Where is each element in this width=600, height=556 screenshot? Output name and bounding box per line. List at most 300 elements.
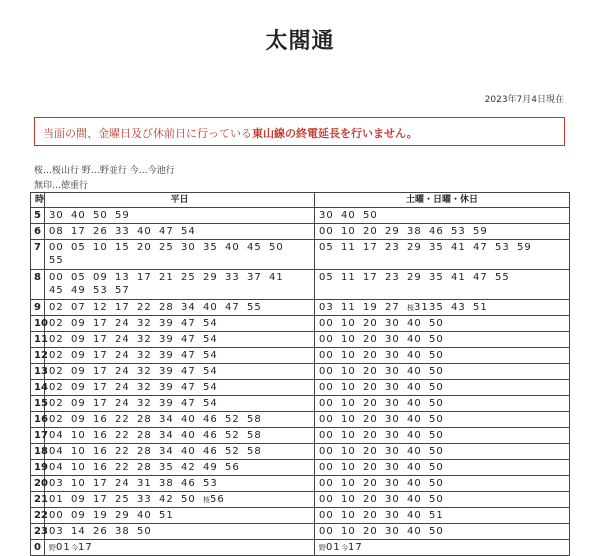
departure-minute: 13 xyxy=(115,272,130,283)
weekday-times xyxy=(45,348,315,364)
departure-minute: 10 xyxy=(341,461,356,473)
departure-minute: 40 xyxy=(407,381,422,393)
departure-minute: 40 xyxy=(407,509,422,521)
departure-minute: 00 xyxy=(319,525,334,537)
departure-minute: 38 xyxy=(407,225,422,237)
hour-cell: 15 xyxy=(31,396,45,412)
timetable-row xyxy=(31,348,570,364)
departure-minute: 54 xyxy=(203,349,218,361)
departure-minute: 46 xyxy=(203,413,218,425)
weekend-times xyxy=(315,412,570,428)
weekend-header: 土曜・日曜・休日 xyxy=(315,193,570,208)
departure-minute: 58 xyxy=(247,445,262,457)
departure-minute: 32 xyxy=(137,381,152,393)
departure-minute: 19 xyxy=(363,301,378,313)
departure-minute: 11 xyxy=(341,301,356,313)
departure-minute: 50 xyxy=(269,242,284,253)
departure-minute: 50 xyxy=(429,317,444,329)
weekday-times xyxy=(45,412,315,428)
departure-minute: 29 xyxy=(407,272,422,283)
hour-cell: 20 xyxy=(31,476,45,492)
departure-minute: 55 xyxy=(49,255,64,266)
departure-minute: 桜56 xyxy=(203,493,225,505)
departure-minute: 34 xyxy=(181,301,196,313)
departure-minute: 10 xyxy=(341,413,356,425)
timetable-row xyxy=(31,332,570,348)
weekend-times xyxy=(315,428,570,444)
weekday-times xyxy=(45,524,315,540)
departure-minute: 26 xyxy=(93,525,108,537)
departure-minute: 30 xyxy=(385,509,400,521)
weekday-times xyxy=(45,476,315,492)
departure-minute: 23 xyxy=(385,242,400,253)
departure-minute: 10 xyxy=(341,365,356,377)
departure-minute: 30 xyxy=(385,413,400,425)
departure-minute: 22 xyxy=(115,445,130,457)
departure-minute: 50 xyxy=(181,493,196,505)
departure-minute: 17 xyxy=(93,493,108,505)
departure-minute: 20 xyxy=(363,225,378,237)
departure-minute: 40 xyxy=(407,413,422,425)
departure-minute: 50 xyxy=(137,525,152,537)
departure-minute: 05 xyxy=(319,272,334,283)
departure-minute: 20 xyxy=(363,333,378,345)
departure-minute: 50 xyxy=(363,209,378,221)
departure-minute: 40 xyxy=(407,317,422,329)
departure-minute: 01 xyxy=(49,493,64,505)
hour-cell: 13 xyxy=(31,364,45,380)
departure-minute: 17 xyxy=(93,333,108,345)
departure-minute: 29 xyxy=(203,272,218,283)
departure-minute: 00 xyxy=(319,413,334,425)
departure-minute: 50 xyxy=(429,413,444,425)
hour-cell: 14 xyxy=(31,380,45,396)
departure-minute: 30 xyxy=(49,209,64,221)
departure-minute: 00 xyxy=(319,429,334,441)
departure-minute: 14 xyxy=(71,525,86,537)
departure-minute: 30 xyxy=(385,429,400,441)
departure-minute: 10 xyxy=(341,509,356,521)
departure-minute: 17 xyxy=(71,225,86,237)
departure-minute: 10 xyxy=(93,242,108,253)
timetable-row xyxy=(31,270,570,300)
hour-cell: 17 xyxy=(31,428,45,444)
departure-minute: 桜31 xyxy=(407,301,429,313)
departure-minute: 52 xyxy=(225,413,240,425)
departure-minute: 22 xyxy=(137,301,152,313)
departure-minute: 40 xyxy=(137,225,152,237)
departure-minute: 59 xyxy=(115,209,130,221)
departure-minute: 30 xyxy=(385,381,400,393)
departure-minute: 40 xyxy=(407,493,422,505)
departure-minute: 00 xyxy=(319,381,334,393)
departure-minute: 50 xyxy=(429,381,444,393)
departure-minute: 09 xyxy=(71,509,86,521)
timetable-row xyxy=(31,240,570,270)
departure-minute: 05 xyxy=(71,242,86,253)
departure-minute: 28 xyxy=(137,445,152,457)
departure-minute: 29 xyxy=(115,509,130,521)
weekday-times xyxy=(45,428,315,444)
weekend-times xyxy=(315,240,570,270)
departure-minute: 54 xyxy=(181,225,196,237)
departure-minute: 50 xyxy=(429,333,444,345)
departure-minute: 39 xyxy=(159,349,174,361)
destination-legend: 桜…桜山行 野…野並行 今…今池行 xyxy=(34,166,175,176)
departure-minute: 40 xyxy=(203,301,218,313)
departure-minute: 58 xyxy=(247,413,262,425)
departure-minute: 50 xyxy=(429,429,444,441)
weekend-times xyxy=(315,364,570,380)
departure-minute: 20 xyxy=(363,509,378,521)
departure-minute: 00 xyxy=(319,397,334,409)
departure-minute: 11 xyxy=(341,272,356,283)
departure-minute: 42 xyxy=(159,493,174,505)
weekday-header: 平日 xyxy=(45,193,315,208)
departure-minute: 40 xyxy=(137,509,152,521)
departure-minute: 40 xyxy=(181,445,196,457)
departure-minute: 17 xyxy=(137,272,152,283)
departure-minute: 40 xyxy=(407,429,422,441)
departure-minute: 00 xyxy=(49,242,64,253)
weekday-times xyxy=(45,460,315,476)
departure-minute: 00 xyxy=(319,317,334,329)
timetable-row xyxy=(31,364,570,380)
departure-minute: 02 xyxy=(49,333,64,345)
departure-minute: 32 xyxy=(137,397,152,409)
departure-minute: 25 xyxy=(115,493,130,505)
departure-minute: 53 xyxy=(495,242,510,253)
departure-minute: 40 xyxy=(407,365,422,377)
weekend-times xyxy=(315,208,570,224)
departure-minute: 30 xyxy=(181,242,196,253)
service-notice xyxy=(34,117,565,146)
departure-minute: 54 xyxy=(203,333,218,345)
timetable-row xyxy=(31,412,570,428)
departure-minute: 50 xyxy=(429,525,444,537)
departure-minute: 09 xyxy=(71,493,86,505)
departure-minute: 02 xyxy=(49,349,64,361)
departure-minute: 02 xyxy=(49,365,64,377)
departure-minute: 47 xyxy=(473,242,488,253)
departure-minute: 50 xyxy=(429,461,444,473)
weekend-times xyxy=(315,540,570,556)
departure-minute: 09 xyxy=(71,365,86,377)
departure-minute: 47 xyxy=(181,381,196,393)
departure-minute: 20 xyxy=(363,525,378,537)
notice-text: 当面の間、金曜日及び休前日に行っている xyxy=(43,127,252,140)
departure-minute: 04 xyxy=(49,445,64,457)
hour-cell: 10 xyxy=(31,316,45,332)
weekend-times xyxy=(315,300,570,316)
timetable-row xyxy=(31,476,570,492)
departure-minute: 30 xyxy=(385,445,400,457)
hour-header: 時 xyxy=(31,193,45,208)
departure-minute: 52 xyxy=(225,445,240,457)
departure-minute: 17 xyxy=(93,317,108,329)
departure-minute: 40 xyxy=(225,242,240,253)
departure-minute: 25 xyxy=(181,272,196,283)
departure-minute: 39 xyxy=(159,381,174,393)
departure-minute: 20 xyxy=(363,317,378,329)
departure-minute: 32 xyxy=(137,365,152,377)
departure-minute: 45 xyxy=(247,242,262,253)
departure-minute: 22 xyxy=(115,461,130,473)
timetable-row xyxy=(31,396,570,412)
weekday-times xyxy=(45,444,315,460)
departure-minute: 51 xyxy=(473,301,488,313)
departure-minute: 00 xyxy=(49,509,64,521)
hour-cell: 5 xyxy=(31,208,45,224)
departure-minute: 53 xyxy=(93,285,108,296)
weekday-times xyxy=(45,492,315,508)
departure-minute: 26 xyxy=(93,225,108,237)
hour-cell: 6 xyxy=(31,224,45,240)
departure-minute: 55 xyxy=(495,272,510,283)
departure-minute: 16 xyxy=(93,461,108,473)
destination-legend-default: 無印…徳重行 xyxy=(34,181,89,191)
hour-cell: 8 xyxy=(31,270,45,300)
departure-minute: 40 xyxy=(407,445,422,457)
departure-minute: 42 xyxy=(181,461,196,473)
departure-minute: 19 xyxy=(93,509,108,521)
departure-minute: 07 xyxy=(71,301,86,313)
weekend-times xyxy=(315,270,570,300)
weekend-times xyxy=(315,348,570,364)
departure-minute: 24 xyxy=(115,365,130,377)
departure-minute: 40 xyxy=(407,477,422,489)
departure-minute: 09 xyxy=(71,397,86,409)
timetable-row xyxy=(31,300,570,316)
departure-minute: 15 xyxy=(115,242,130,253)
departure-minute: 09 xyxy=(71,413,86,425)
departure-minute: 20 xyxy=(363,413,378,425)
departure-minute: 54 xyxy=(203,381,218,393)
departure-minute: 17 xyxy=(93,365,108,377)
timetable-row xyxy=(31,316,570,332)
departure-minute: 47 xyxy=(181,333,196,345)
departure-minute: 24 xyxy=(115,477,130,489)
departure-minute: 02 xyxy=(49,381,64,393)
departure-minute: 00 xyxy=(319,445,334,457)
departure-minute: 40 xyxy=(407,461,422,473)
departure-minute: 28 xyxy=(137,413,152,425)
weekend-times xyxy=(315,380,570,396)
departure-minute: 30 xyxy=(385,493,400,505)
departure-minute: 10 xyxy=(71,477,86,489)
departure-minute: 39 xyxy=(159,317,174,329)
departure-minute: 04 xyxy=(49,429,64,441)
departure-minute: 20 xyxy=(363,477,378,489)
departure-minute: 30 xyxy=(385,365,400,377)
departure-minute: 29 xyxy=(385,225,400,237)
departure-minute: 24 xyxy=(115,397,130,409)
departure-minute: 03 xyxy=(49,477,64,489)
departure-minute: 03 xyxy=(49,525,64,537)
departure-minute: 20 xyxy=(363,397,378,409)
departure-minute: 30 xyxy=(385,333,400,345)
departure-minute: 32 xyxy=(137,349,152,361)
departure-minute: 51 xyxy=(159,509,174,521)
departure-minute: 40 xyxy=(407,333,422,345)
departure-minute: 17 xyxy=(363,242,378,253)
departure-minute: 02 xyxy=(49,317,64,329)
departure-minute: 45 xyxy=(49,285,64,296)
departure-minute: 40 xyxy=(407,349,422,361)
departure-minute: 35 xyxy=(429,242,444,253)
timetable-row xyxy=(31,380,570,396)
departure-minute: 03 xyxy=(319,301,334,313)
departure-minute: 今17 xyxy=(341,541,363,553)
departure-minute: 24 xyxy=(115,349,130,361)
timetable-row xyxy=(31,224,570,240)
timetable-row xyxy=(31,208,570,224)
departure-minute: 20 xyxy=(363,365,378,377)
departure-minute: 10 xyxy=(71,429,86,441)
departure-minute: 17 xyxy=(93,381,108,393)
departure-minute: 35 xyxy=(159,461,174,473)
departure-minute: 00 xyxy=(319,365,334,377)
departure-minute: 50 xyxy=(429,397,444,409)
departure-minute: 49 xyxy=(71,285,86,296)
departure-minute: 10 xyxy=(341,477,356,489)
departure-minute: 10 xyxy=(341,493,356,505)
departure-minute: 29 xyxy=(407,242,422,253)
departure-minute: 52 xyxy=(225,429,240,441)
weekend-times xyxy=(315,524,570,540)
departure-minute: 34 xyxy=(159,429,174,441)
departure-minute: 10 xyxy=(71,445,86,457)
departure-minute: 00 xyxy=(319,477,334,489)
departure-minute: 31 xyxy=(137,477,152,489)
departure-minute: 56 xyxy=(225,461,240,473)
departure-minute: 58 xyxy=(247,429,262,441)
departure-minute: 17 xyxy=(93,349,108,361)
departure-minute: 35 xyxy=(429,301,444,313)
departure-minute: 32 xyxy=(137,317,152,329)
departure-minute: 20 xyxy=(363,349,378,361)
weekend-times xyxy=(315,224,570,240)
departure-minute: 40 xyxy=(181,429,196,441)
departure-minute: 10 xyxy=(341,317,356,329)
departure-minute: 05 xyxy=(319,242,334,253)
departure-minute: 47 xyxy=(225,301,240,313)
timetable xyxy=(30,192,570,556)
departure-minute: 40 xyxy=(71,209,86,221)
departure-minute: 08 xyxy=(49,225,64,237)
departure-minute: 02 xyxy=(49,397,64,409)
departure-minute: 00 xyxy=(319,225,334,237)
weekday-times xyxy=(45,224,315,240)
departure-minute: 35 xyxy=(429,272,444,283)
departure-minute: 今17 xyxy=(71,541,93,553)
timetable-row xyxy=(31,492,570,508)
departure-minute: 47 xyxy=(473,272,488,283)
hour-cell: 11 xyxy=(31,332,45,348)
hour-cell: 9 xyxy=(31,300,45,316)
departure-minute: 00 xyxy=(319,333,334,345)
departure-minute: 49 xyxy=(203,461,218,473)
departure-minute: 30 xyxy=(385,477,400,489)
departure-minute: 野01 xyxy=(49,541,71,553)
departure-minute: 30 xyxy=(385,525,400,537)
departure-minute: 17 xyxy=(93,397,108,409)
departure-minute: 11 xyxy=(341,242,356,253)
departure-minute: 47 xyxy=(181,397,196,409)
effective-date: 2023年7月4日現在 xyxy=(484,95,564,105)
departure-minute: 23 xyxy=(385,272,400,283)
departure-minute: 41 xyxy=(451,272,466,283)
departure-minute: 10 xyxy=(341,397,356,409)
departure-minute: 16 xyxy=(93,429,108,441)
departure-minute: 10 xyxy=(341,525,356,537)
departure-minute: 47 xyxy=(181,365,196,377)
departure-minute: 21 xyxy=(159,272,174,283)
departure-minute: 17 xyxy=(363,272,378,283)
hour-cell: 22 xyxy=(31,508,45,524)
departure-minute: 38 xyxy=(159,477,174,489)
departure-minute: 46 xyxy=(203,445,218,457)
departure-minute: 34 xyxy=(159,413,174,425)
departure-minute: 50 xyxy=(429,493,444,505)
weekend-times xyxy=(315,316,570,332)
hour-cell: 19 xyxy=(31,460,45,476)
weekend-times xyxy=(315,492,570,508)
departure-minute: 57 xyxy=(115,285,130,296)
departure-minute: 10 xyxy=(341,429,356,441)
departure-minute: 47 xyxy=(159,225,174,237)
departure-minute: 33 xyxy=(115,225,130,237)
departure-minute: 17 xyxy=(115,301,130,313)
departure-minute: 50 xyxy=(93,209,108,221)
departure-minute: 10 xyxy=(341,349,356,361)
departure-minute: 43 xyxy=(451,301,466,313)
departure-minute: 16 xyxy=(93,413,108,425)
weekend-times xyxy=(315,332,570,348)
departure-minute: 12 xyxy=(93,301,108,313)
departure-minute: 00 xyxy=(49,272,64,283)
weekday-times xyxy=(45,380,315,396)
departure-minute: 02 xyxy=(49,413,64,425)
departure-minute: 41 xyxy=(269,272,284,283)
departure-minute: 16 xyxy=(93,445,108,457)
timetable-row xyxy=(31,524,570,540)
departure-minute: 野01 xyxy=(319,541,341,553)
hour-cell: 7 xyxy=(31,240,45,270)
weekend-times xyxy=(315,476,570,492)
departure-minute: 50 xyxy=(429,445,444,457)
departure-minute: 32 xyxy=(137,333,152,345)
departure-minute: 40 xyxy=(407,397,422,409)
timetable-body xyxy=(31,208,570,556)
departure-minute: 28 xyxy=(137,429,152,441)
departure-minute: 53 xyxy=(451,225,466,237)
departure-minute: 59 xyxy=(517,242,532,253)
departure-minute: 20 xyxy=(363,445,378,457)
hour-cell: 21 xyxy=(31,492,45,508)
departure-minute: 54 xyxy=(203,397,218,409)
departure-minute: 30 xyxy=(319,209,334,221)
hour-cell: 16 xyxy=(31,412,45,428)
weekday-times xyxy=(45,270,315,300)
departure-minute: 00 xyxy=(319,349,334,361)
departure-minute: 28 xyxy=(159,301,174,313)
departure-minute: 30 xyxy=(385,397,400,409)
weekday-times xyxy=(45,396,315,412)
departure-minute: 22 xyxy=(115,413,130,425)
departure-minute: 00 xyxy=(319,461,334,473)
weekday-times xyxy=(45,300,315,316)
